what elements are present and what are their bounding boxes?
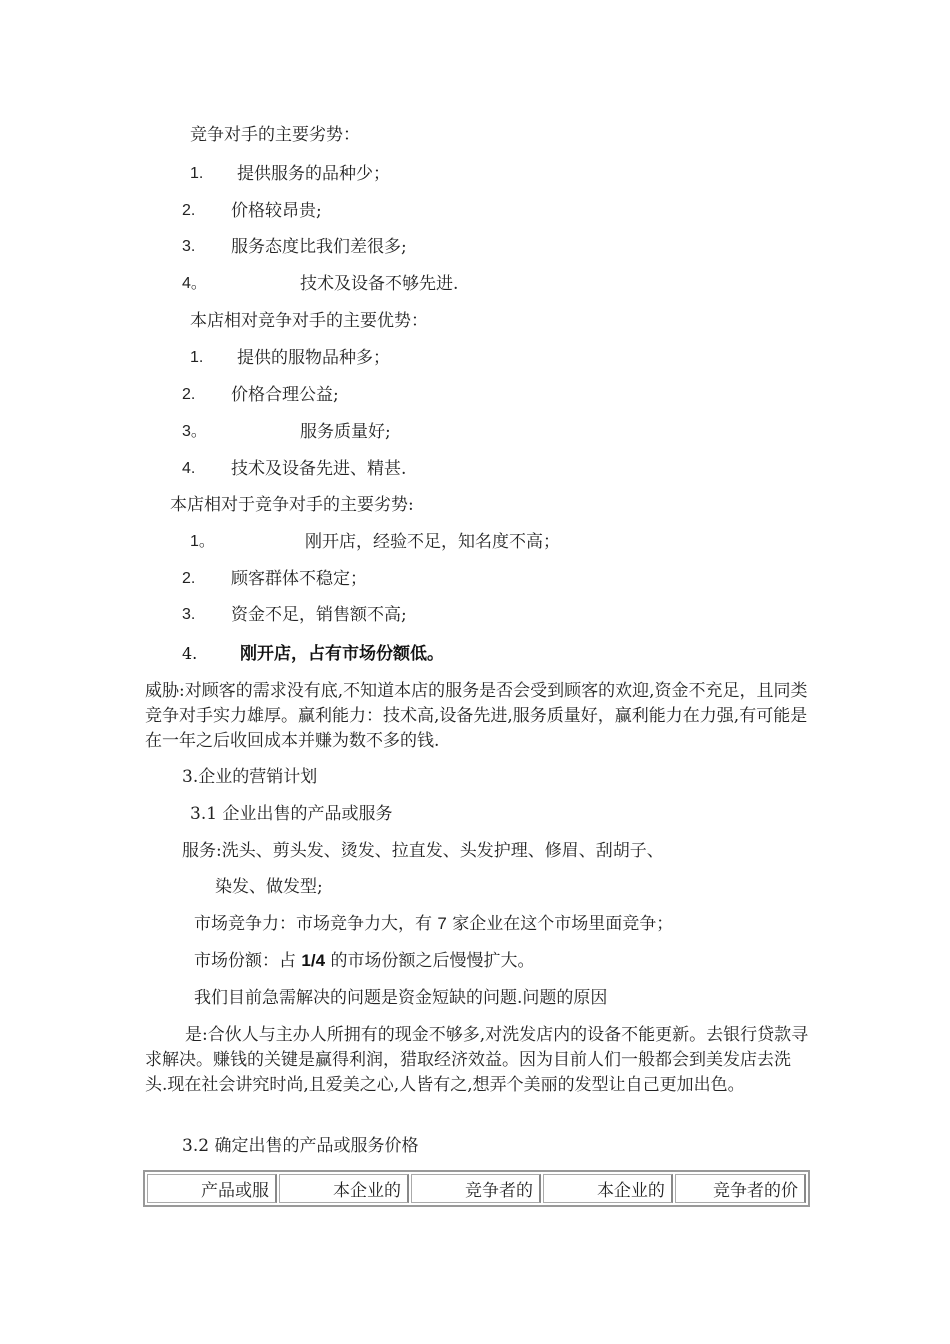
list-item: 价格较昂贵; <box>231 201 322 221</box>
section-3-1-title: 3.1 企业出售的产品或服务 <box>190 804 393 824</box>
competitor-count: 7 <box>437 914 447 933</box>
reason-paragraph: 是:合伙人与主办人所拥有的现金不够多,对洗发店内的设备不能更新。去银行贷款寻求解决。赚钱的关键是赢得利润，猎取经济效益。因为目前人们一般都会到美发店去洗头.现在社会讲究时尚,且爱美之心,人皆有之,想弄个美丽的发型让自己更加出色。 <box>145 1025 809 1095</box>
list-item: 提供的服物品种多； <box>237 348 390 368</box>
list-number: 4. <box>182 644 198 663</box>
list-item: 提供服务的品种少； <box>237 164 390 184</box>
list-item: 刚开店，占有市场份额低。 <box>240 644 444 664</box>
competition-text-post: 家企业在这个市场里面竞争； <box>452 914 674 934</box>
list-number: 1. <box>190 349 204 366</box>
problem-line: 我们目前急需解决的问题是资金短缺的问题.问题的原因 <box>194 988 608 1008</box>
market-share-text-post: 的市场份额之后慢慢扩大。 <box>330 951 535 971</box>
services-line: 服务:洗头、剪头发、烫发、拉直发、头发护理、修眉、刮胡子、 <box>182 841 664 861</box>
list-number: 3. <box>182 606 196 623</box>
table-header-row <box>147 1174 806 1203</box>
list-number: 3。 <box>182 423 207 440</box>
section-3-2-title: 3.2 确定出售的产品或服务价格 <box>182 1136 419 1156</box>
advantages-heading: 本店相对竞争对手的主要优势： <box>190 311 428 331</box>
list-item: 顾客群体不稳定； <box>231 569 367 589</box>
list-item: 服务态度比我们差很多; <box>231 237 407 257</box>
list-number: 1. <box>190 165 204 182</box>
competition-text-pre: 市场竞争力：市场竞争力大，有 <box>194 914 432 934</box>
services-line-continued: 染发、做发型; <box>215 877 323 897</box>
market-share-value: 1/4 <box>301 951 326 970</box>
weaknesses-heading: 竞争对手的主要劣势： <box>190 125 360 145</box>
section-3-title: 3.企业的营销计划 <box>182 767 318 787</box>
list-number: 2. <box>182 386 196 403</box>
market-share-line <box>194 950 534 972</box>
list-number: 2. <box>182 202 196 219</box>
list-number: 4。 <box>182 275 207 292</box>
table-header-cell: 竞争者的 <box>411 1174 541 1203</box>
own-weaknesses-heading: 本店相对于竞争对手的主要劣势: <box>170 495 414 515</box>
price-table <box>143 1170 810 1207</box>
table-header-cell: 竞争者的价 <box>675 1174 806 1203</box>
list-item: 技术及设备先进、精甚. <box>231 459 407 479</box>
list-number: 1。 <box>190 533 215 550</box>
market-share-text-pre: 市场份额：占 <box>194 951 296 971</box>
competition-line <box>194 913 673 935</box>
list-item: 资金不足，销售额不高; <box>231 605 407 625</box>
list-item: 技术及设备不够先进. <box>300 274 459 294</box>
table-header-cell: 本企业的 <box>543 1174 673 1203</box>
table-header-cell: 产品或服 <box>147 1174 277 1203</box>
list-item: 服务质量好; <box>300 422 391 442</box>
list-item: 刚开店，经验不足，知名度不高； <box>305 532 560 552</box>
threat-paragraph: 威胁:对顾客的需求没有底,不知道本店的服务是否会受到顾客的欢迎,资金不充足，且同类竞争对手实力雄厚。赢利能力：技术高,设备先进,服务质量好，赢利能力在力强,有可能是在一年之后收回成本并赚为数不多的钱. <box>145 681 808 751</box>
list-item: 价格合理公益; <box>231 385 339 405</box>
list-number: 3. <box>182 238 196 255</box>
list-number: 2. <box>182 570 196 587</box>
table-header-cell: 本企业的 <box>279 1174 409 1203</box>
list-number: 4. <box>182 460 196 477</box>
